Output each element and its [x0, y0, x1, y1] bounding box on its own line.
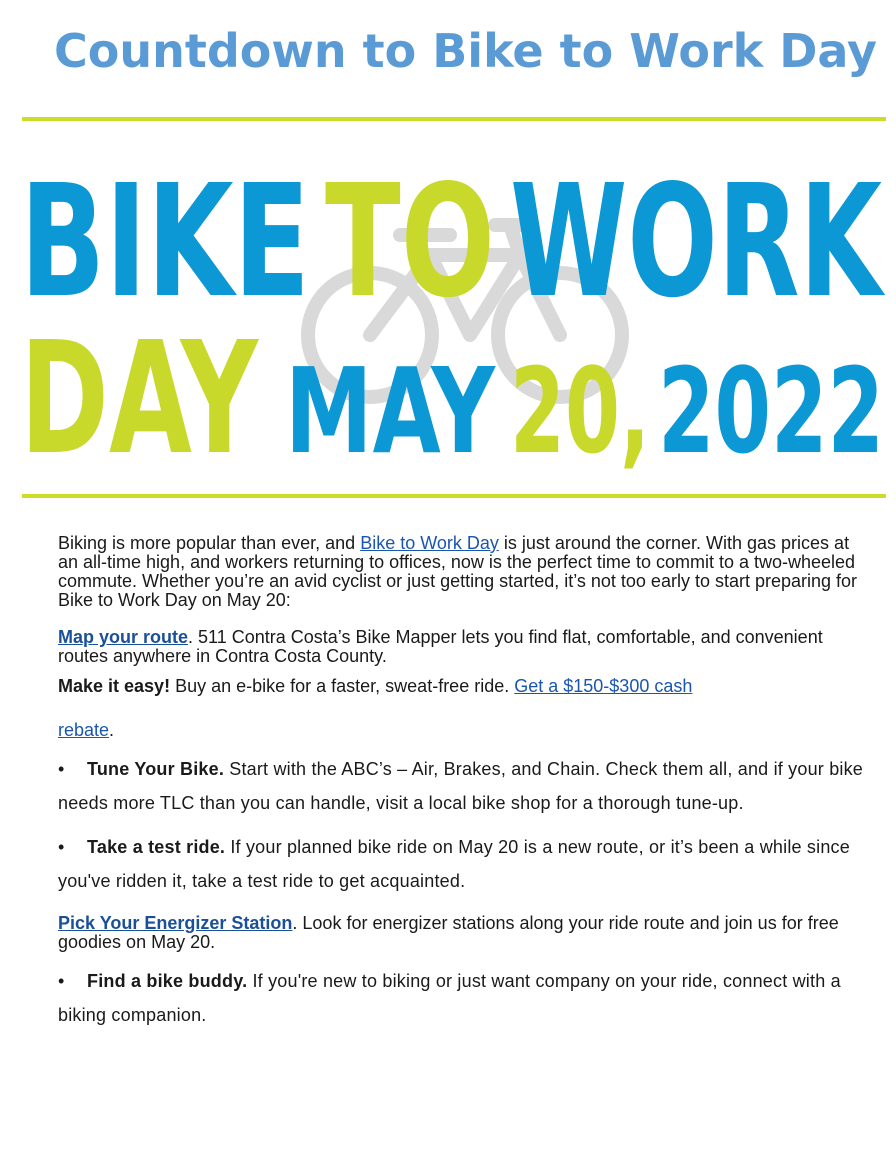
- bottom-divider: [22, 494, 886, 498]
- article-body: [58, 534, 868, 1032]
- page-title: Countdown to Bike to Work Day: [54, 24, 878, 78]
- bullet-icon: •: [58, 837, 65, 857]
- intro-paragraph: Biking is more popular than ever, and Bike to Work Day is just around the corner. With gas prices at an all-time high, and workers returning to offices, now is the perfect time to commit to a two-wheeled commute. Whether you’re an avid cyclist or just getting started, it’s not too early to start preparing for Bike to Work Day on May 20:: [58, 533, 858, 610]
- banner-word-20: 20,: [510, 342, 650, 480]
- bike-buddy-list-item: • Find a bike buddy. If you're new to biking or just want company on your ride, connect with a biking companion.: [58, 964, 868, 1032]
- banner-word-day: DAY: [20, 308, 260, 489]
- banner-word-may: MAY: [285, 342, 496, 480]
- top-divider: [22, 117, 886, 121]
- event-banner: [0, 130, 896, 490]
- banner-word-year: 2022: [658, 342, 884, 480]
- bullet-icon: •: [58, 971, 65, 991]
- test-ride-list-item: • Take a test ride. If your planned bike ride on May 20 is a new route, or it’s been a while since you've ridden it, take a test ride to get acquainted.: [58, 830, 868, 898]
- banner-word-work: WORK: [510, 151, 886, 332]
- banner-word-bike: BIKE: [20, 151, 310, 332]
- map-your-route-link[interactable]: Map your route: [58, 627, 189, 647]
- tune-bike-list-item: • Tune Your Bike. Start with the ABC’s – Air, Brakes, and Chain. Check them all, and if your bike needs more TLC than you can handle, visit a local bike shop for a thorough tune-up.: [58, 752, 868, 820]
- cash-rebate-link[interactable]: Get a $150-$300 cash: [514, 676, 693, 696]
- pick-energizer-station-link[interactable]: Pick Your Energizer Station: [58, 913, 293, 933]
- map-route-paragraph: Map your route. 511 Contra Costa’s Bike Mapper lets you find flat, comfortable, and convenient routes anywhere in Contra Costa County.: [58, 627, 823, 666]
- make-it-easy-paragraph: Make it easy! Buy an e-bike for a faster, sweat-free ride. Get a $150-$300 cash: [58, 676, 693, 696]
- banner-word-to: TO: [325, 151, 495, 332]
- rebate-link[interactable]: rebate: [58, 720, 110, 740]
- energizer-paragraph: Pick Your Energizer Station. Look for energizer stations along your ride route and join us for free goodies on May 20.: [58, 913, 839, 952]
- rebate-line: rebate.: [58, 720, 115, 740]
- bullet-icon: •: [58, 759, 65, 779]
- bike-to-work-day-link[interactable]: Bike to Work Day: [360, 533, 499, 553]
